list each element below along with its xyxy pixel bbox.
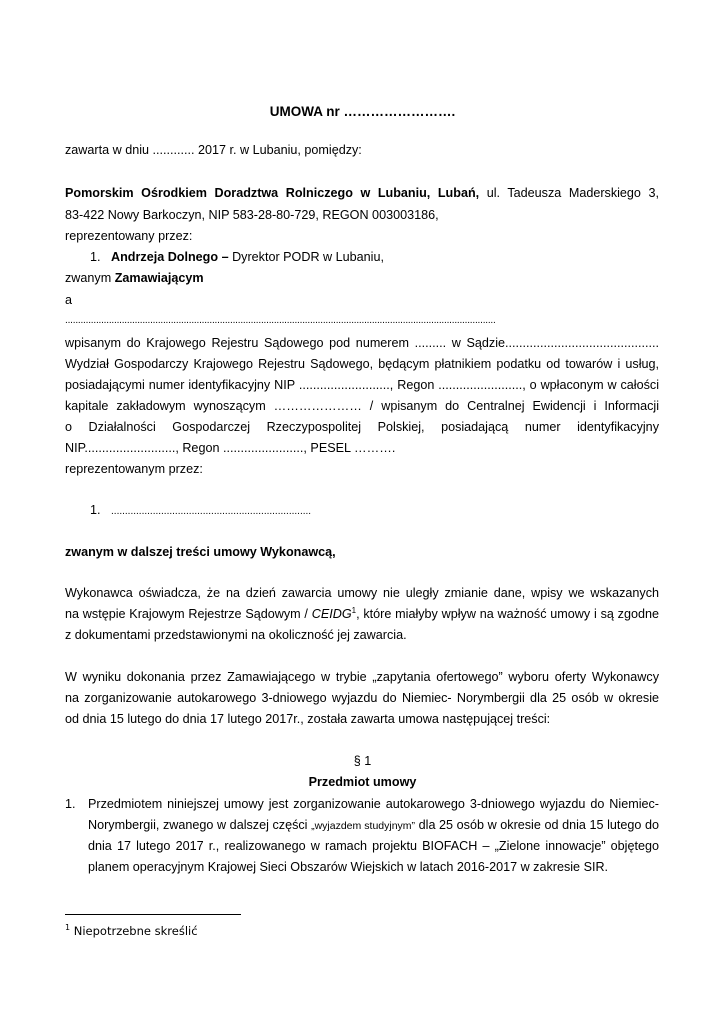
footnote xyxy=(65,924,198,938)
called-prefix: zwanym xyxy=(65,271,115,285)
party1-address-line: 83-422 Nowy Barkoczyn, NIP 583-28-80-729, REGON 003003186, xyxy=(65,208,439,222)
contractor-called: zwanym w dalszej treści umowy Wykonawcą, xyxy=(65,545,336,559)
party1-name: Pomorskim Ośrodkiem Doradztwa Rolniczego w Lubaniu, Lubań, xyxy=(65,186,480,200)
party1-address-part1: ul. Tadeusza Maderskiego 3, xyxy=(486,186,659,200)
party2-line3: posiadającymi numer identyfikacyjny NIP .........................., Regon ........................, o wpłaconym w całości xyxy=(65,378,659,392)
party2-line2: Wydział Gospodarczy Krajowego Rejestru Sądowego, będącym płatnikiem podatku od towarów i usług, xyxy=(65,357,659,371)
rep-number: 1. xyxy=(90,250,101,264)
footnote-text: Niepotrzebne skreślić xyxy=(70,924,198,938)
party2-rep-dots: ........................................................................ xyxy=(111,506,312,517)
party2-represented-by: reprezentowanym przez: xyxy=(65,462,203,476)
result-line1: W wyniku dokonania przez Zamawiającego w trybie „zapytania ofertowego” wyboru oferty Wykonawcy xyxy=(65,670,659,684)
rep-role: Dyrektor PODR w Lubaniu, xyxy=(228,250,384,264)
section1-line2-post: dla 25 osób w okresie od dnia 15 lutego do xyxy=(415,818,660,832)
section1-line3: dnia 17 lutego 2017 r., realizowanego w ramach projektu BIOFACH – „Zielone innowacje” objętego xyxy=(88,839,659,853)
intro-line: zawarta w dniu ............ 2017 r. w Lubaniu, pomiędzy: xyxy=(65,143,362,157)
party2-line1: wpisanym do Krajowego Rejestru Sądowego pod numerem ......... w Sądzie............................................ xyxy=(65,336,659,350)
result-line3: od dnia 15 lutego do dnia 17 lutego 2017r., została zawarta umowa następującej treści: xyxy=(65,712,551,726)
party1-represented-by: reprezentowany przez: xyxy=(65,229,193,243)
section1-item-number: 1. xyxy=(65,797,76,811)
declaration-line2-pre: na wstępie Krajowym Rejestrze Sądowym / xyxy=(65,607,312,621)
section1-line2-pre: Norymbergii, zwanego w dalszej części xyxy=(88,818,312,832)
section1-number: § 1 xyxy=(353,754,372,768)
footnote-mark: 1 xyxy=(65,923,71,933)
party2-representative xyxy=(90,502,311,520)
document-title: UMOWA nr ……………………. xyxy=(269,104,456,119)
conjunction: a xyxy=(65,293,73,307)
party2-rep-number: 1. xyxy=(90,503,101,517)
section1-heading: Przedmiot umowy xyxy=(308,775,417,789)
result-line2: na zorganizowanie autokarowego 3-dniowego wyjazdu do Niemiec- Norymbergii dla 25 osób w okresie xyxy=(65,691,659,705)
party2-line4: kapitale zakładowym wynoszącym ………………… / wpisanym do Centralnej Ewidencji i Informacji xyxy=(65,399,659,413)
section1-line2 xyxy=(88,817,659,834)
party2-line5: o Działalności Gospodarczej Rzeczypospolitej Polskiej, posiadającą numer identyfikacyjny xyxy=(65,420,659,434)
party1-name-line xyxy=(65,185,659,201)
called-name: Zamawiającym xyxy=(114,271,204,285)
party1-representative xyxy=(90,249,384,265)
declaration-line1: Wykonawca oświadcza, że na dzień zawarcia umowy nie uległy zmianie dane, wpisy we wskazanych xyxy=(65,586,659,600)
rep-name: Andrzeja Dolnego – xyxy=(111,250,229,264)
party2-dots-line: ....................................................................................................................................................................... xyxy=(65,315,496,326)
party2-line6: NIP.........................., Regon ......................., PESEL ………. xyxy=(65,441,396,455)
section1-line2-quote: „wyjazdem studyjnym” xyxy=(311,820,416,832)
section1-line4: planem operacyjnym Krajowej Sieci Obszarów Wiejskich w latach 2016-2017 w zakresie SIR. xyxy=(88,860,609,874)
declaration-line2 xyxy=(65,606,659,622)
ceidg-text: CEIDG xyxy=(311,607,352,621)
declaration-line3: z dokumentami przedstawionymi na okoliczność jej zawarcia. xyxy=(65,628,407,642)
footnote-ref: 1 xyxy=(351,605,357,615)
footnote-separator xyxy=(65,914,241,915)
party1-called xyxy=(65,270,204,286)
declaration-line2-post: , które miałyby wpływ na ważność umowy i są zgodne xyxy=(356,607,659,621)
section1-line1: Przedmiotem niniejszej umowy jest zorganizowanie autokarowego 3-dniowego wyjazdu do Niemiec- xyxy=(88,797,659,811)
